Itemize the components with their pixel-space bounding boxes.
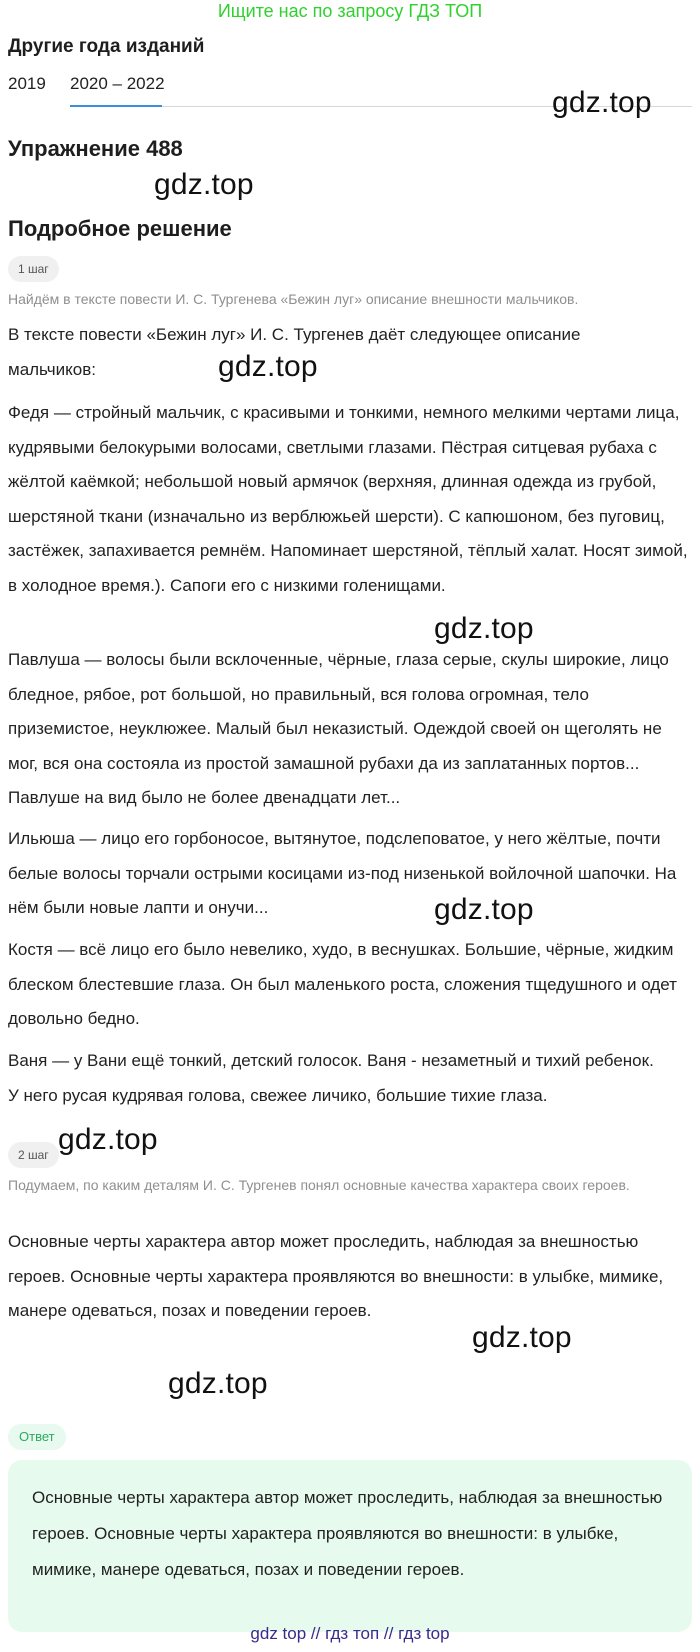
watermark: gdz.top: [168, 1367, 268, 1400]
step-paragraph: Ваня — у Вани ещё тонкий, детский голосок. Ваня - незаметный и тихий ребенок. У него русая кудрявая голова, свежее личико, большие тихие глаза.: [8, 1051, 654, 1105]
watermark: gdz.top: [434, 612, 534, 645]
exercise-title: Упражнение 488: [8, 136, 183, 161]
step-paragraph: Ильюша — лицо его горбоносое, вытянутое, подслеповатое, у него жёлтые, почти белые волосы торчали острыми косицами из-под низенькой войлочной шапочки. На нём были новые лапти и онучи...: [8, 829, 677, 917]
step-badge: 1 шаг: [8, 256, 59, 282]
answer-text: Основные черты характера автор может проследить, наблюдая за внешностью героев. Основные черты характера проявляются во внешности: в улыбке, мимике, манере одеваться, позах и поведении героев.: [32, 1488, 663, 1579]
watermark: gdz.top: [218, 350, 318, 383]
active-tab-underline: [70, 105, 162, 107]
step-hint: Найдём в тексте повести И. С. Тургенева «Бежин луг» описание внешности мальчиков.: [8, 291, 579, 307]
promo-banner[interactable]: Ищите нас по запросу ГДЗ ТОП: [217, 1, 483, 21]
footer-links[interactable]: gdz top // гдз топ // гдз top: [250, 1624, 450, 1643]
tab-2019[interactable]: 2019: [8, 74, 46, 93]
answer-badge: Ответ: [8, 1424, 66, 1450]
answer-box: [8, 1460, 692, 1632]
step-badge: 2 шаг: [8, 1142, 59, 1168]
watermark: gdz.top: [58, 1123, 158, 1156]
step-paragraph: Костя — всё лицо его было невелико, худо, в веснушках. Большие, чёрные, жидким блеском блестевшие глаза. Он был маленького роста, сложения тщедушного и одет довольно бедно.: [8, 940, 677, 1028]
watermark: gdz.top: [154, 168, 254, 201]
step-paragraph: Основные черты характера автор может проследить, наблюдая за внешностью героев. Основные черты характера проявляются во внешности: в улыбке, мимике, манере одеваться, позах и поведении героев.: [8, 1232, 664, 1320]
step-paragraph: В тексте повести «Бежин луг» И. С. Тургенев даёт следующее описание мальчиков:: [8, 325, 581, 379]
tab-2020-2022[interactable]: 2020 – 2022: [70, 74, 165, 93]
watermark: gdz.top: [552, 86, 652, 119]
step-paragraph: Федя — стройный мальчик, с красивыми и тонкими, немного мелкими чертами лица, кудрявыми белокурыми волосами, светлыми глазами. Пёстрая ситцевая рубаха с жёлтой каёмкой; небольшой новый армячок (верхняя, длинная одежда из грубой, шерстяной ткани (изначально из верблюжьей шерсти). С капюшоном, без пуговиц, застёжек, запахивается ремнём. Напоминает шерстяной, тёплый халат. Носят зимой, в холодное время.). Сапоги его с низкими голенищами.: [8, 403, 688, 595]
solution-title: Подробное решение: [8, 216, 232, 241]
other-years-title: Другие года изданий: [8, 36, 205, 57]
watermark: gdz.top: [472, 1321, 572, 1354]
watermark: gdz.top: [434, 893, 534, 926]
step-paragraph: Павлуша — волосы были всклоченные, чёрные, глаза серые, скулы широкие, лицо бледное, рябое, рот большой, но правильный, вся голова огромная, тело приземистое, неуклюжее. Малый был неказистый. Одеждой своей он щеголять не мог, вся она состояла из простой замашной рубахи да из заплатанных портов... Павлуше на вид было не более двенадцати лет...: [8, 650, 669, 807]
step-hint: Подумаем, по каким деталям И. С. Тургенев понял основные качества характера своих героев.: [8, 1177, 630, 1193]
